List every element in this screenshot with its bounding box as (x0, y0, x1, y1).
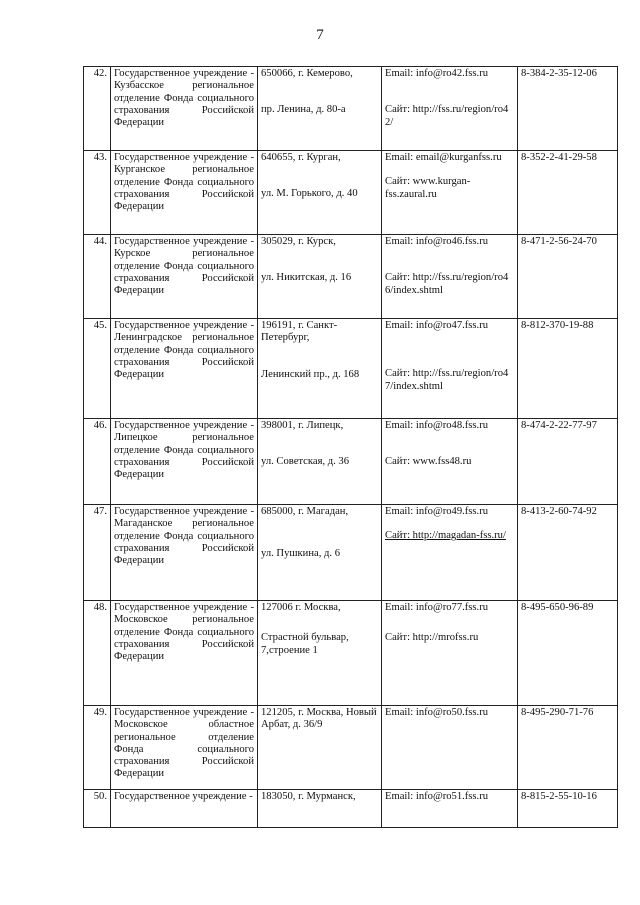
email-link[interactable]: Email: info@ro42.fss.ru (385, 68, 489, 79)
email-link[interactable]: Email: info@ro50.fss.ru (385, 707, 489, 718)
contacts-cell (382, 706, 518, 790)
fss-offices-table (83, 66, 618, 828)
address-postal-city: 183050, г. Мурманск, (261, 791, 356, 802)
address-postal-city: 685000, г. Магадан, (261, 506, 349, 517)
contacts-cell (382, 790, 518, 828)
institution-name: Государственное учреждение - Курское региональное отделение Фонда социального страхования Российской Федерации (111, 235, 258, 319)
page-number: 7 (316, 27, 324, 43)
phone-number: 8-471-2-56-24-70 (518, 235, 618, 319)
address-street: Ленинский пр., д. 168 (261, 368, 360, 380)
row-number: 50. (84, 790, 111, 828)
table-row (84, 151, 618, 235)
row-number: 47. (84, 505, 111, 601)
contacts-cell (382, 319, 518, 419)
phone-number: 8-495-650-96-89 (518, 601, 618, 706)
table-row (84, 67, 618, 151)
phone-number: 8-384-2-35-12-06 (518, 67, 618, 151)
site-link[interactable]: Сайт: www.kurgan-fss.zaural.ru (385, 176, 471, 200)
address-postal-city: 640655, г. Курган, (261, 152, 341, 163)
address-cell (258, 151, 382, 235)
row-number: 46. (84, 419, 111, 505)
table-row (84, 235, 618, 319)
address-cell (258, 505, 382, 601)
address-postal-city: 127006 г. Москва, (261, 602, 341, 613)
email-link[interactable]: Email: email@kurganfss.ru (385, 152, 502, 163)
phone-number: 8-413-2-60-74-92 (518, 505, 618, 601)
phone-number: 8-474-2-22-77-97 (518, 419, 618, 505)
email-link[interactable]: Email: info@ro49.fss.ru (385, 506, 489, 517)
address-cell (258, 67, 382, 151)
contacts-cell (382, 151, 518, 235)
contacts-cell (382, 235, 518, 319)
contacts-cell (382, 601, 518, 706)
table-row (84, 505, 618, 601)
email-link[interactable]: Email: info@ro48.fss.ru (385, 420, 489, 431)
site-link[interactable]: Сайт: http://magadan-fss.ru/ (385, 530, 506, 542)
address-street: ул. М. Горького, д. 40 (261, 188, 358, 200)
phone-number: 8-815-2-55-10-16 (518, 790, 618, 828)
address-cell (258, 601, 382, 706)
institution-name: Государственное учреждение - Ленинградское региональное отделение Фонда социального страхования Российской Федерации (111, 319, 258, 419)
site-link[interactable]: Сайт: http://fss.ru/region/ro47/index.shtml (385, 368, 509, 392)
row-number: 43. (84, 151, 111, 235)
phone-number: 8-352-2-41-29-58 (518, 151, 618, 235)
institution-name: Государственное учреждение - Московское региональное отделение Фонда социального страхования Российской Федерации (111, 601, 258, 706)
address-cell (258, 419, 382, 505)
institution-name: Государственное учреждение - Кузбасское региональное отделение Фонда социального страхования Российской Федерации (111, 67, 258, 151)
site-link[interactable]: Сайт: http://fss.ru/region/ro42/ (385, 104, 509, 128)
address-street: пр. Ленина, д. 80-а (261, 104, 346, 116)
phone-number: 8-812-370-19-88 (518, 319, 618, 419)
row-number: 45. (84, 319, 111, 419)
institution-name: Государственное учреждение - Московское областное региональное отделение Фонда социального страхования Российской Федерации (111, 706, 258, 790)
address-street: Страстной бульвар, 7,строение 1 (261, 632, 349, 656)
address-postal-city: 650066, г. Кемерово, (261, 68, 353, 79)
email-link[interactable]: Email: info@ro46.fss.ru (385, 236, 489, 247)
address-cell (258, 790, 382, 828)
phone-number: 8-495-290-71-76 (518, 706, 618, 790)
institution-name: Государственное учреждение - (111, 790, 258, 828)
site-link[interactable]: Сайт: www.fss48.ru (385, 456, 472, 468)
email-link[interactable]: Email: info@ro51.fss.ru (385, 791, 489, 802)
site-link[interactable]: Сайт: http://fss.ru/region/ro46/index.shtml (385, 272, 509, 296)
row-number: 48. (84, 601, 111, 706)
table-row (84, 419, 618, 505)
address-street: ул. Никитская, д. 16 (261, 272, 352, 284)
site-link[interactable]: Сайт: http://mrofss.ru (385, 632, 479, 644)
contacts-cell (382, 67, 518, 151)
institution-name: Государственное учреждение - Курганское региональное отделение Фонда социального страхования Российской Федерации (111, 151, 258, 235)
address-cell (258, 706, 382, 790)
address-cell (258, 235, 382, 319)
contacts-cell (382, 505, 518, 601)
institution-name: Государственное учреждение - Магаданское региональное отделение Фонда социального страхования Российской Федерации (111, 505, 258, 601)
row-number: 49. (84, 706, 111, 790)
address-postal-city: 196191, г. Санкт-Петербург, (261, 320, 338, 344)
address-street: ул. Пушкина, д. 6 (261, 548, 340, 560)
table-row (84, 601, 618, 706)
address-postal-city: 305029, г. Курск, (261, 236, 336, 247)
table-row (84, 706, 618, 790)
table-row (84, 319, 618, 419)
email-link[interactable]: Email: info@ro47.fss.ru (385, 320, 489, 331)
email-link[interactable]: Email: info@ro77.fss.ru (385, 602, 489, 613)
address-full: 121205, г. Москва, Новый Арбат, д. 36/9 (261, 707, 377, 731)
institution-name: Государственное учреждение - Липецкое региональное отделение Фонда социального страхования Российской Федерации (111, 419, 258, 505)
address-street: ул. Советская, д. 36 (261, 456, 350, 468)
table-row (84, 790, 618, 828)
contacts-cell (382, 419, 518, 505)
address-postal-city: 398001, г. Липецк, (261, 420, 344, 431)
row-number: 44. (84, 235, 111, 319)
address-cell (258, 319, 382, 419)
row-number: 42. (84, 67, 111, 151)
